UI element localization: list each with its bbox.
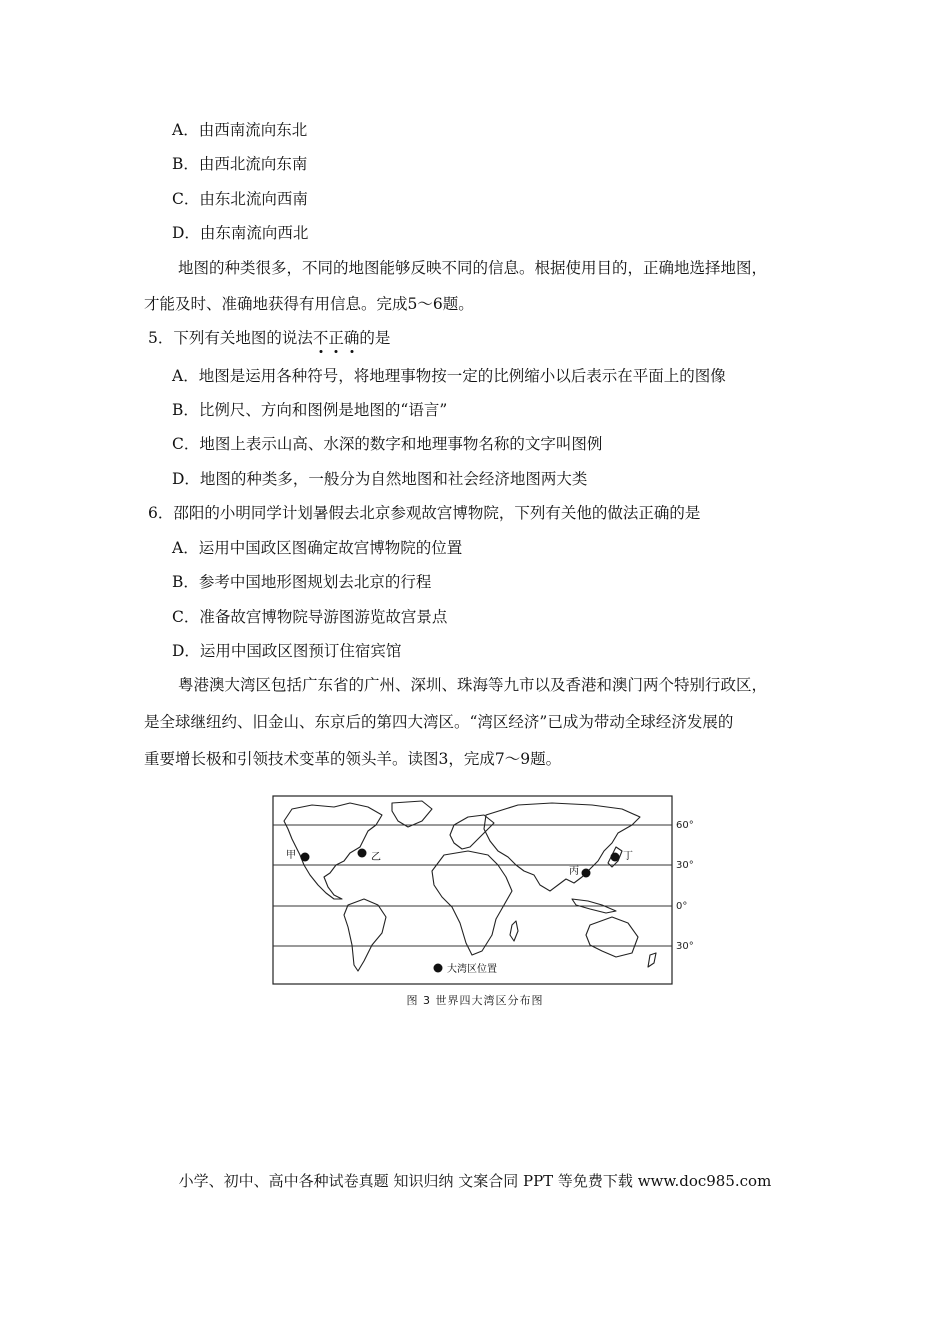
q5-emph-2: 正 <box>328 329 344 347</box>
q5-option-d: D．地图的种类多，一般分为自然地图和社会经济地图两大类 <box>172 470 588 488</box>
point-bing <box>582 869 591 878</box>
q5-stem-suffix: 的是 <box>359 329 391 347</box>
world-bay-area-map <box>272 795 694 987</box>
q4-option-c: C．由东北流向西南 <box>172 190 308 208</box>
q5-option-b: B．比例尺、方向和图例是地图的“语言” <box>172 401 448 419</box>
q5-option-a: A．地图是运用各种符号，将地理事物按一定的比例缩小以后表示在平面上的图像 <box>172 367 726 385</box>
intro1-line1: 地图的种类很多，不同的地图能够反映不同的信息。根据使用目的，正确地选择地图， <box>178 259 768 277</box>
lat-label-0: 0° <box>676 901 688 912</box>
q5-option-c: C．地图上表示山高、水深的数字和地理事物名称的文字叫图例 <box>172 435 603 453</box>
intro2-line2: 是全球继纽约、旧金山、东京后的第四大湾区。“湾区经济”已成为带动全球经济发展的 <box>144 713 734 731</box>
q4-option-d: D．由东南流向西北 <box>172 224 309 242</box>
legend-dot <box>434 964 443 973</box>
point-ding <box>611 853 620 862</box>
q6-option-b: B．参考中国地形图规划去北京的行程 <box>172 573 432 591</box>
label-jia: 甲 <box>286 850 296 861</box>
label-ding: 丁 <box>623 851 633 862</box>
q5-stem <box>148 328 390 348</box>
label-bing: 丙 <box>569 866 579 877</box>
q5-emph-3: 确 <box>343 329 360 347</box>
page-footer: 小学、初中、高中各种试卷真题 知识归纳 文案合同 PPT 等免费下载 www.doc985.com <box>178 1172 772 1190</box>
q6-option-a: A．运用中国政区图确定故宫博物院的位置 <box>172 539 463 557</box>
legend-label: 大湾区位置 <box>447 964 497 975</box>
point-jia <box>301 853 310 862</box>
lat-label-60: 60° <box>676 820 694 831</box>
q6-option-c: C．准备故宫博物院导游图游览故宫景点 <box>172 608 448 626</box>
map-svg <box>272 795 674 987</box>
intro2-line1: 粤港澳大湾区包括广东省的广州、深圳、珠海等九市以及香港和澳门两个特别行政区， <box>178 676 768 694</box>
point-yi <box>358 849 367 858</box>
q4-option-b: B．由西北流向东南 <box>172 155 308 173</box>
q5-stem-prefix: 5．下列有关地图的说法 <box>148 329 313 347</box>
label-yi: 乙 <box>371 852 381 863</box>
q4-option-a: A．由西南流向东北 <box>172 121 308 139</box>
intro2-line3: 重要增长极和引领技术变革的领头羊。读图3，完成7～9题。 <box>144 750 562 768</box>
intro1-line2: 才能及时、准确地获得有用信息。完成5～6题。 <box>144 295 474 313</box>
lat-label-30n: 30° <box>676 860 694 871</box>
q6-stem: 6．邵阳的小明同学计划暑假去北京参观故宫博物院，下列有关他的做法正确的是 <box>148 504 701 522</box>
q5-emph-1: 不 <box>312 329 329 347</box>
lat-label-30s: 30° <box>676 941 694 952</box>
q6-option-d: D．运用中国政区图预订住宿宾馆 <box>172 642 402 660</box>
figure-caption: 图 3 世界四大湾区分布图 <box>406 994 544 1007</box>
